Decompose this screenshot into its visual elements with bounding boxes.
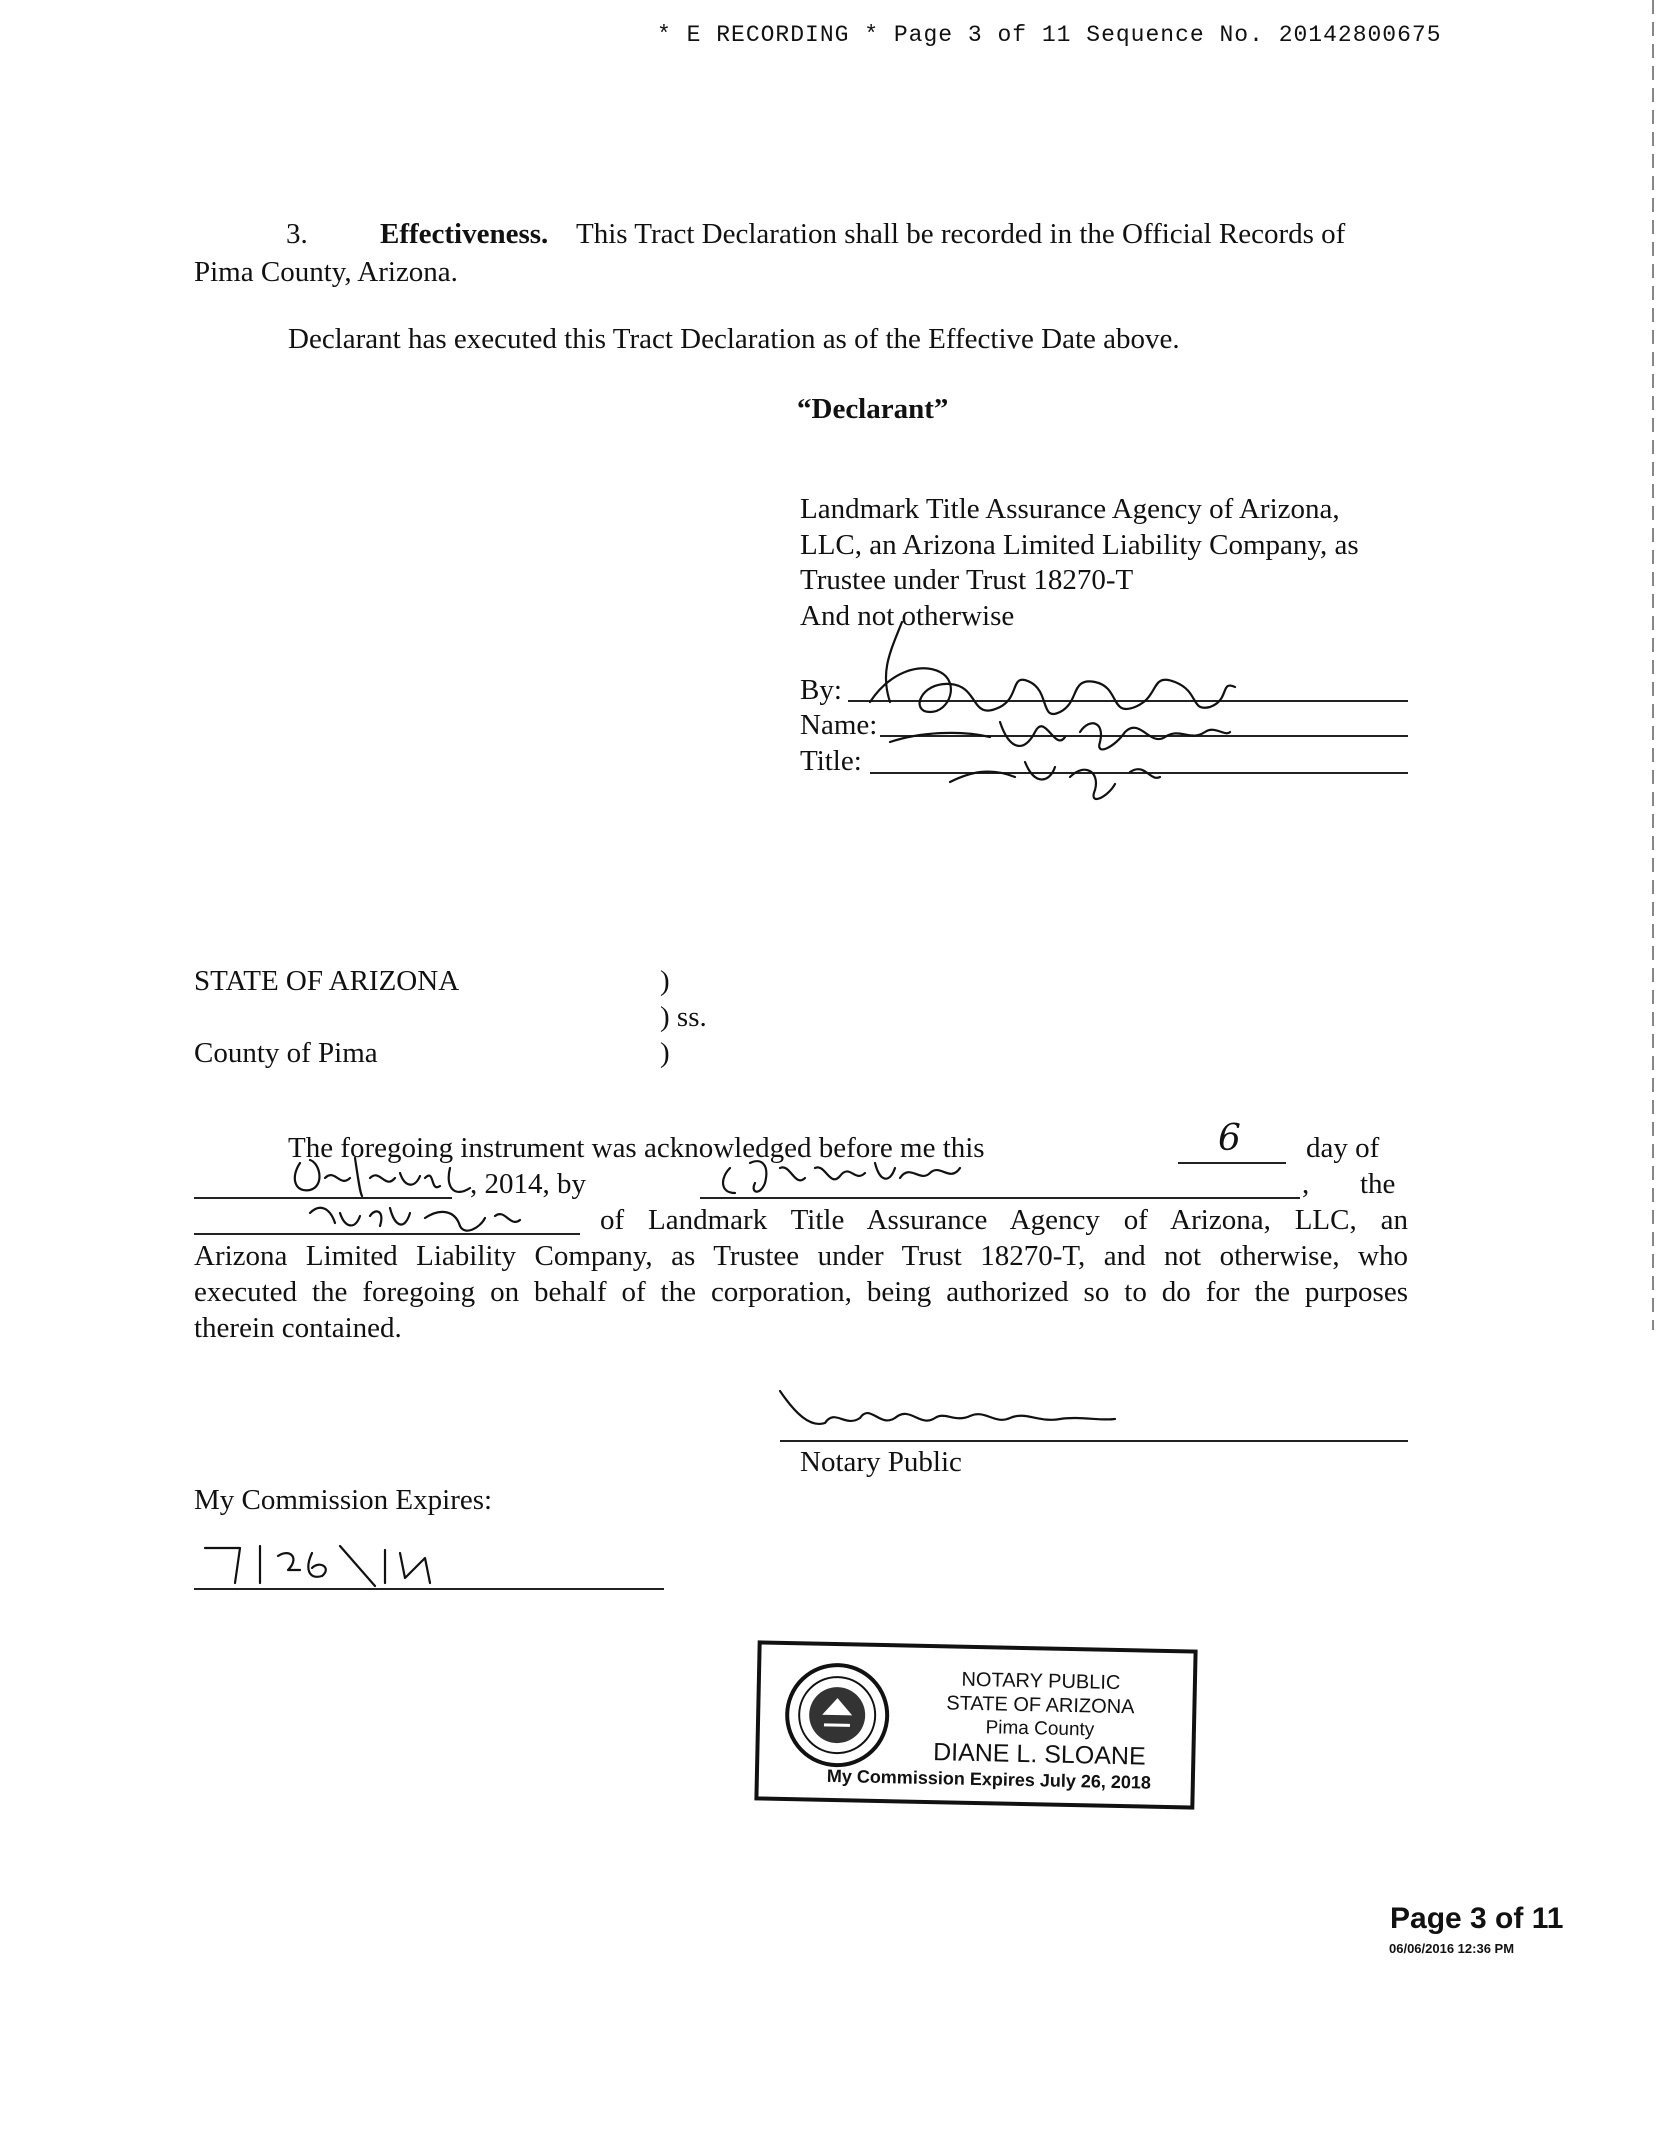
venue-paren2: ) [660, 1037, 670, 1069]
ack-the: the [1360, 1168, 1396, 1200]
stamp-line3: Pima County [985, 1717, 1095, 1741]
ack-line1-b: day of [1306, 1132, 1380, 1164]
section-text-line1: This Tract Declaration shall be recorded in the Official Records of [576, 218, 1346, 250]
section-heading: Effectiveness. [380, 218, 549, 250]
stamp-line2: STATE OF ARIZONA [946, 1692, 1135, 1719]
commission-date-line [194, 1588, 664, 1590]
ack-line1-a: The foregoing instrument was acknowledged before me this [288, 1132, 985, 1164]
notary-stamp [754, 1640, 1197, 1809]
venue-paren1: ) [660, 965, 670, 997]
by-label: By: [800, 674, 842, 706]
section-number: 3. [286, 218, 308, 250]
venue-county: County of Pima [194, 1037, 378, 1069]
stamp-line4: DIANE L. SLOANE [932, 1738, 1146, 1771]
declarant-label: “Declarant” [797, 393, 949, 425]
title-label: Title: [800, 745, 862, 777]
commission-date-handwriting [200, 1538, 470, 1588]
ack-line5: executed the foregoing on behalf of the corporation, being authorized so to do for the purposes [194, 1276, 1408, 1308]
section-text-line2: Pima County, Arizona. [194, 256, 458, 288]
notary-public-label: Notary Public [800, 1446, 962, 1478]
arizona-seal-icon [781, 1659, 893, 1771]
name-label: Name: [800, 709, 878, 741]
footer-page-label: Page 3 of 11 [1390, 1902, 1564, 1935]
stamp-line5: My Commission Expires July 26, 2018 [826, 1765, 1152, 1793]
ack-year: , 2014, by [470, 1168, 586, 1200]
ack-line3: of Landmark Title Assurance Agency of Arizona, LLC, an [600, 1204, 1408, 1236]
declarant-signature [850, 612, 1290, 812]
acknowledgment-handwriting [280, 1138, 1300, 1248]
entity-line4: And not otherwise [800, 600, 1015, 632]
entity-line2: LLC, an Arizona Limited Liability Company, as [800, 529, 1359, 561]
footer-timestamp: 06/06/2016 12:36 PM [1389, 1941, 1515, 1956]
entity-line3: Trustee under Trust 18270-T [800, 564, 1134, 596]
ack-line6: therein contained. [194, 1312, 402, 1344]
venue-ss: ) ss. [660, 1001, 707, 1033]
day-value: 6 [1218, 1118, 1241, 1159]
stamp-line1: NOTARY PUBLIC [961, 1668, 1121, 1695]
ack-line4: Arizona Limited Liability Company, as Trustee under Trust 18270-T, and not otherwise, who [194, 1240, 1408, 1272]
executed-statement: Declarant has executed this Tract Declaration as of the Effective Date above. [288, 323, 1180, 355]
commission-label: My Commission Expires: [194, 1484, 493, 1516]
scan-edge [1652, 0, 1654, 1330]
notary-signature-line [780, 1440, 1408, 1442]
ack-comma: , [1302, 1168, 1310, 1200]
notary-signature [775, 1383, 1135, 1443]
venue-state: STATE OF ARIZONA [194, 965, 460, 997]
entity-line1: Landmark Title Assurance Agency of Arizona, [800, 493, 1340, 525]
recording-header: * E RECORDING * Page 3 of 11 Sequence No. 20142800675 [657, 22, 1442, 48]
